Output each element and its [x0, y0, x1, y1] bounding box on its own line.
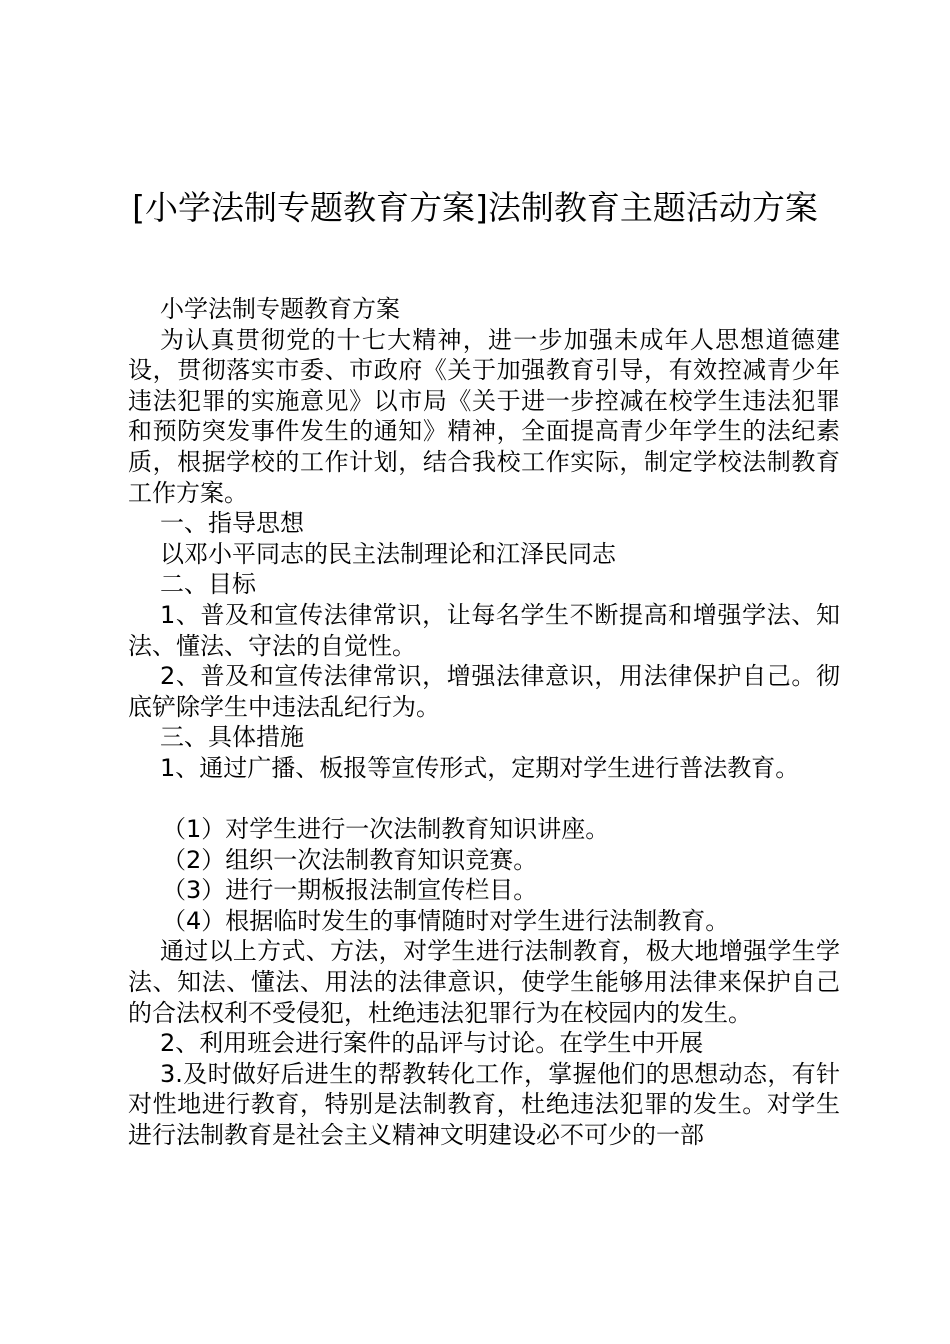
section-heading-measures: 三、具体措施 — [160, 723, 304, 752]
paragraph-subtitle: 小学法制专题教育方案 — [160, 295, 400, 323]
paragraph-measure-2: 2、利用班会进行案件的品评与讨论。在学生中开展 — [160, 1029, 704, 1058]
document-title: [小学法制专题教育方案]法制教育主题活动方案 — [132, 188, 818, 227]
paragraph-intro: 为认真贯彻党的十七大精神，进一步加强未成年人思想道德建设，贯彻落实市委、市政府《关于加强教育引导，有效控减青少年违法犯罪的实施意见》以市局《关于进一步控减在校学生违法犯罪和预防突发事件发生的通知》精神，全面提高青少年学生的法纪素质，根据学校的工作计划，结合我校工作实际，制定学校法制教育工作方案。 — [128, 325, 840, 507]
document-body — [128, 294, 840, 1151]
blank-line — [128, 784, 840, 815]
list-item-3: （3）进行一期板报法制宣传栏目。 — [162, 876, 538, 905]
paragraph-guiding-thought: 以邓小平同志的民主法制理论和江泽民同志 — [160, 539, 616, 568]
section-heading-goals: 二、目标 — [160, 570, 256, 599]
list-item-2: （2）组织一次法制教育知识竞赛。 — [162, 845, 538, 874]
paragraph-measure-3: 3.及时做好后进生的帮教转化工作，掌握他们的思想动态，有针对性地进行教育，特别是法制教育，杜绝违法犯罪的发生。对学生进行法制教育是社会主义精神文明建设必不可少的一部 — [128, 1059, 840, 1150]
paragraph-goal-1: 1、普及和宣传法律常识，让每名学生不断提高和增强学法、知法、懂法、守法的自觉性。 — [128, 600, 840, 660]
paragraph-goal-2: 2、普及和宣传法律常识，增强法律意识，用法律保护自己。彻底铲除学生中违法乱纪行为。 — [128, 662, 840, 721]
list-item-4: （4）根据临时发生的事情随时对学生进行法制教育。 — [162, 906, 730, 935]
paragraph-measure-1: 1、通过广播、板报等宣传形式，定期对学生进行普法教育。 — [160, 753, 800, 782]
list-item-1: （1）对学生进行一次法制教育知识讲座。 — [162, 815, 610, 844]
section-heading-guiding-thought: 一、指导思想 — [160, 509, 304, 538]
paragraph-summary: 通过以上方式、方法，对学生进行法制教育，极大地增强学生学法、知法、懂法、用法的法律意识，使学生能够用法律来保护自己的合法权利不受侵犯，杜绝违法犯罪行为在校园内的发生。 — [128, 937, 840, 1027]
